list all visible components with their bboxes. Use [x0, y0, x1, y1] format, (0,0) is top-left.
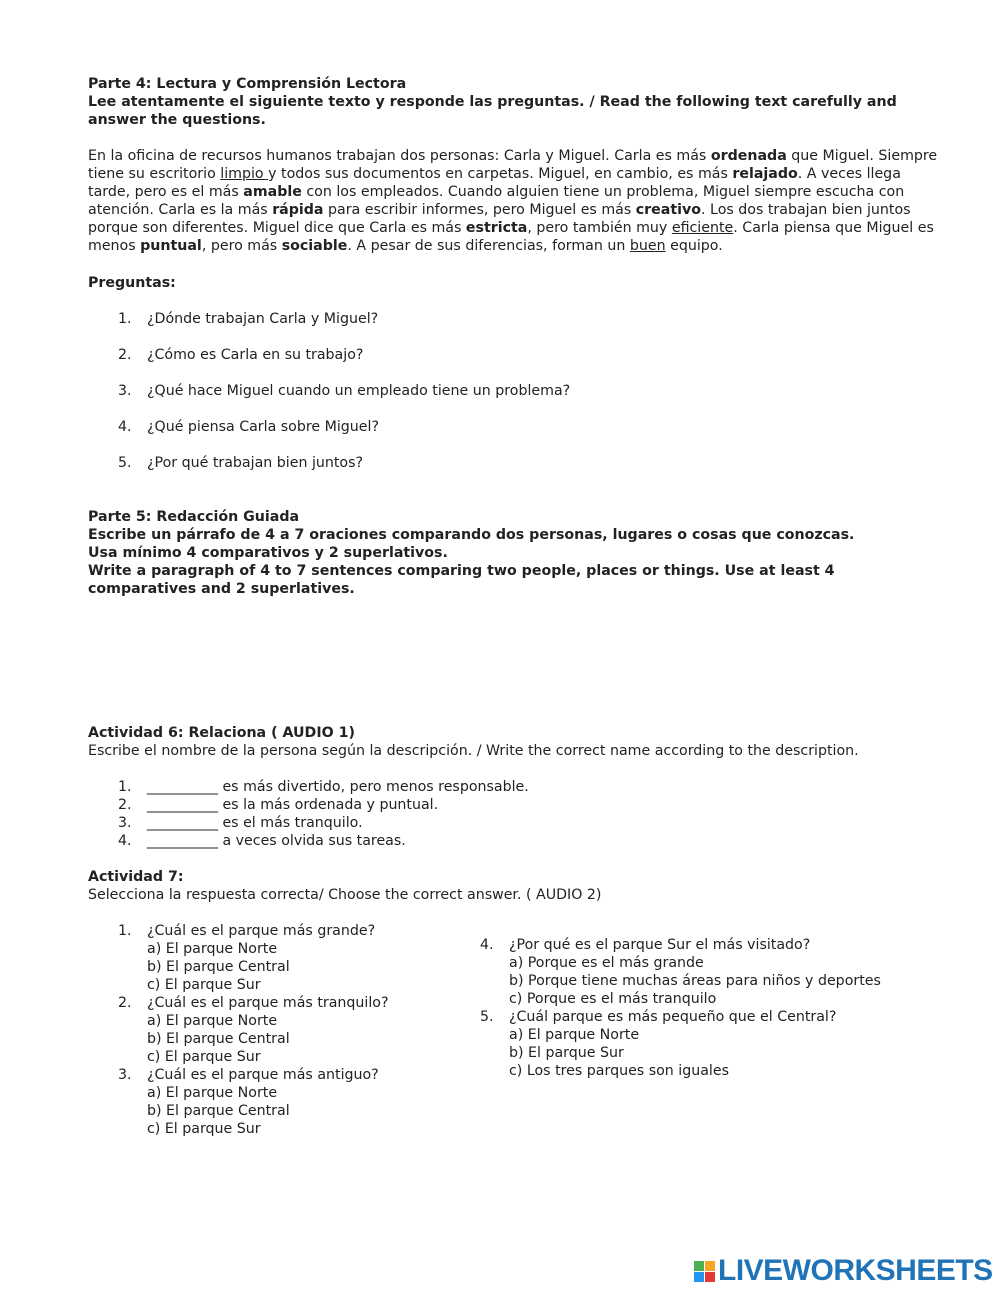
option[interactable]: a) El parque Norte	[147, 1013, 278, 1029]
part5-line1: Escribe un párrafo de 4 a 7 oraciones comparando dos personas, lugares o cosas que conozcas.	[88, 527, 855, 543]
question-item: 5. ¿Por qué trabajan bien juntos?	[118, 455, 364, 471]
activity7-title: Actividad 7:	[88, 869, 184, 885]
activity7-question: 3. ¿Cuál es el parque más antiguo? a) El parque Norte b) El parque Central c) El parque Sur	[118, 1067, 379, 1137]
option[interactable]: a) El parque Norte	[147, 941, 278, 957]
logo-text: LIVEWORKSHEETS	[718, 1254, 993, 1287]
keyword-limpio: limpio	[220, 166, 269, 182]
part5-title: Parte 5: Redacción Guiada	[88, 509, 300, 525]
part5-line3: Write a paragraph of 4 to 7 sentences comparing two people, places or things. Use at least 4 comparatives and 2 superlatives.	[88, 563, 835, 597]
activity7-instruction: Selecciona la respuesta correcta/ Choose the correct answer. ( AUDIO 2)	[88, 887, 602, 903]
question-item: 1. ¿Dónde trabajan Carla y Miguel?	[118, 311, 379, 327]
answer-blank[interactable]: __________	[147, 779, 218, 795]
option[interactable]: b) El parque Central	[147, 1103, 290, 1119]
keyword-sociable: sociable	[281, 238, 348, 254]
option[interactable]: a) El parque Norte	[147, 1085, 278, 1101]
answer-blank[interactable]: __________	[147, 797, 218, 813]
activity7-question: 4. ¿Por qué es el parque Sur el más visitado? a) Porque es el más grande b) Porque tiene muchas áreas para niños y deportes c) Porque es el más tranquilo	[480, 937, 881, 1007]
keyword-creativo: creativo	[635, 202, 702, 218]
option[interactable]: b) Porque tiene muchas áreas para niños y deportes	[509, 973, 881, 989]
activity6-title: Actividad 6: Relaciona ( AUDIO 1)	[88, 725, 355, 741]
activity7-header	[88, 868, 942, 904]
reading-text	[88, 147, 942, 255]
question-item: 2. ¿Cómo es Carla en su trabajo?	[118, 347, 364, 363]
option[interactable]: c) El parque Sur	[147, 1121, 261, 1137]
answer-blank[interactable]: __________	[147, 833, 218, 849]
part4-instruction: Lee atentamente el siguiente texto y responde las preguntas. / Read the following text carefully and answer the questions.	[88, 94, 897, 128]
part5-section	[88, 508, 942, 598]
question-item: 3. ¿Qué hace Miguel cuando un empleado tiene un problema?	[118, 383, 571, 399]
answer-blank[interactable]: __________	[147, 815, 218, 831]
part4-title: Parte 4: Lectura y Comprensión Lectora	[88, 76, 407, 92]
part5-line2: Usa mínimo 4 comparativos y 2 superlativos.	[88, 545, 448, 561]
part4-header	[88, 75, 942, 129]
reading-paragraph: En la oficina de recursos humanos trabajan dos personas: Carla y Miguel. Carla es más ordenada que Miguel. Siempre tiene su escritorio limpio y todos sus documentos en carpetas. Miguel, en cambio, es más relajado. A veces llega tarde, pero es el más amable con los empleados. Cuando alguien tiene un problema, Miguel siempre escucha con atención. Carla es la más rápida para escribir informes, pero Miguel es más creativo. Los dos trabajan bien juntos porque son diferentes. Miguel dice que Carla es más estricta, pero también muy eficiente. Carla piensa que Miguel es menos puntual, pero más sociable. A pesar de sus diferencias, forman un buen equipo.	[88, 148, 938, 254]
option[interactable]: c) El parque Sur	[147, 1049, 261, 1065]
activity6-header	[88, 724, 942, 760]
activity6-item: 2. __________ es la más ordenada y puntual.	[118, 797, 439, 813]
option[interactable]: c) El parque Sur	[147, 977, 261, 993]
logo-mark-icon	[694, 1261, 715, 1282]
activity7-question: 1. ¿Cuál es el parque más grande? a) El parque Norte b) El parque Central c) El parque Sur	[118, 923, 376, 993]
activity6-item: 4. __________ a veces olvida sus tareas.	[118, 833, 406, 849]
option[interactable]: b) El parque Sur	[509, 1045, 624, 1061]
option[interactable]: a) El parque Norte	[509, 1027, 640, 1043]
option[interactable]: c) Los tres parques son iguales	[509, 1063, 729, 1079]
option[interactable]: c) Porque es el más tranquilo	[509, 991, 717, 1007]
keyword-eficiente: eficiente	[671, 220, 734, 236]
activity7-question: 2. ¿Cuál es el parque más tranquilo? a) El parque Norte b) El parque Central c) El parque Sur	[118, 995, 389, 1065]
option[interactable]: a) Porque es el más grande	[509, 955, 704, 971]
activity6-item: 3. __________ es el más tranquilo.	[118, 815, 363, 831]
question-item: 4. ¿Qué piensa Carla sobre Miguel?	[118, 419, 379, 435]
keyword-rapida: rápida	[272, 202, 324, 218]
activity6-instruction: Escribe el nombre de la persona según la descripción. / Write the correct name according to the description.	[88, 743, 859, 759]
option[interactable]: b) El parque Central	[147, 1031, 290, 1047]
keyword-buen: buen	[629, 238, 666, 254]
activity7-question: 5. ¿Cuál parque es más pequeño que el Central? a) El parque Norte b) El parque Sur c) Los tres parques son iguales	[480, 1009, 837, 1079]
keyword-ordenada: ordenada	[710, 148, 787, 164]
keyword-relajado: relajado	[732, 166, 798, 182]
keyword-estricta: estricta	[465, 220, 528, 236]
option[interactable]: b) El parque Central	[147, 959, 290, 975]
liveworksheets-logo	[694, 1256, 993, 1286]
questions-title: Preguntas:	[88, 275, 176, 291]
activity6-item: 1. __________ es más divertido, pero menos responsable.	[118, 779, 529, 795]
keyword-amable: amable	[243, 184, 302, 200]
keyword-puntual: puntual	[140, 238, 202, 254]
